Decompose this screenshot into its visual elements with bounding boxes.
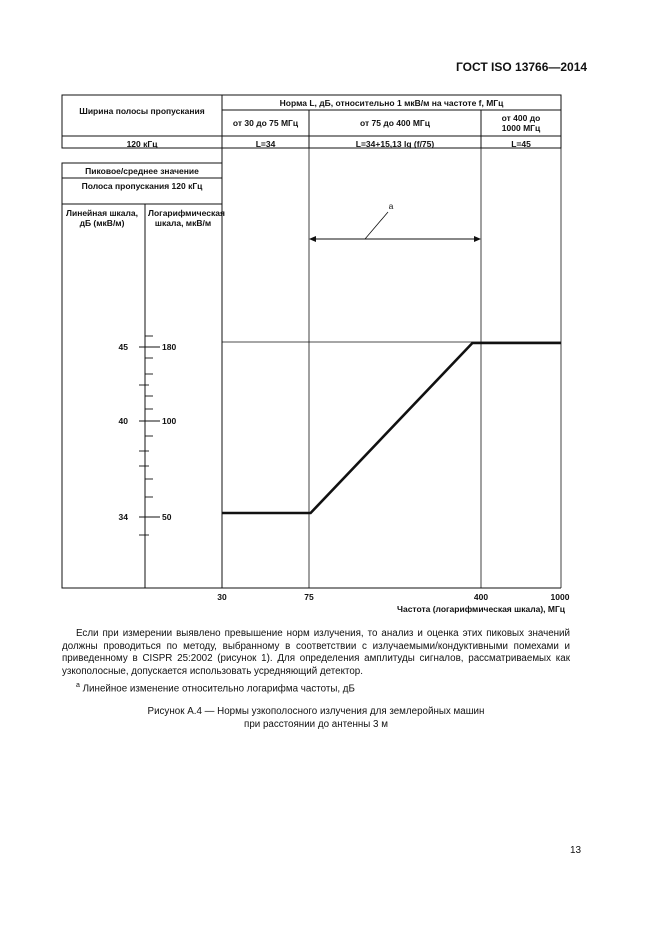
band-label: Полоса пропускания 120 кГц <box>81 181 203 191</box>
page-number: 13 <box>570 845 582 856</box>
footnote-text: Линейное изменение относительно логарифма частоты, дБ <box>79 683 355 695</box>
x-tick-1000: 1000 <box>550 592 570 602</box>
x-tick-400: 400 <box>473 592 489 602</box>
mode-label: Пиковое/среднее значение <box>85 166 199 176</box>
linear-scale-label: Линейная шкала, дБ (мкВ/м) <box>66 208 139 228</box>
footnote-mark: a <box>76 682 80 689</box>
log-tick-100: 100 <box>162 416 177 426</box>
document-code: ГОСТ ISO 13766—2014 <box>456 60 588 74</box>
range-1: от 30 до 75 МГц <box>232 118 299 128</box>
annotation-a: a <box>388 201 394 211</box>
limit-line <box>222 343 561 513</box>
linear-tick-45: 45 <box>118 342 128 352</box>
x-tick-75: 75 <box>304 592 314 602</box>
log-scale-label: Логарифмическая шкала, мкВ/м <box>148 208 225 228</box>
x-tick-30: 30 <box>217 592 227 602</box>
figure-caption-line2: при расстоянии до антенны 3 м <box>244 719 388 730</box>
norm-header: Норма L, дБ, относительно 1 мкВ/м на частоте f, МГц <box>279 98 504 108</box>
log-tick-180: 180 <box>162 342 177 352</box>
linear-tick-34: 34 <box>118 512 128 522</box>
range-3: от 400 до 1000 МГц <box>501 113 541 133</box>
linear-tick-40: 40 <box>118 416 128 426</box>
range-2: от 75 до 400 МГц <box>360 118 430 128</box>
body-paragraph: Если при измерении выявлено превышение норм излучения, то анализ и оценка этих пиковых значений должны проводиться по методу, выбранному в соответствии с излучаемыми/кондуктивными помехами и приведенному в CISPR 25:2002 (рисунок 1). Для определения амплитуды сигналов, рассматриваемых как узкополосные, допускается использовать усредняющий детектор. <box>62 628 570 677</box>
bandwidth-header: Ширина полосы пропускания <box>79 106 205 116</box>
limit-1: L=34 <box>255 139 276 149</box>
log-tick-50: 50 <box>162 512 172 522</box>
figure-caption-line1: Рисунок А.4 — Нормы узкополосного излучения для землеройных машин <box>147 706 485 717</box>
bandwidth-value: 120 кГц <box>126 139 158 149</box>
limit-2: L=34+15,13 lg (f/75) <box>355 139 435 149</box>
limit-3: L=45 <box>511 139 531 149</box>
footnote <box>76 680 476 696</box>
x-axis-label: Частота (логарифмическая шкала), МГц <box>397 604 565 614</box>
